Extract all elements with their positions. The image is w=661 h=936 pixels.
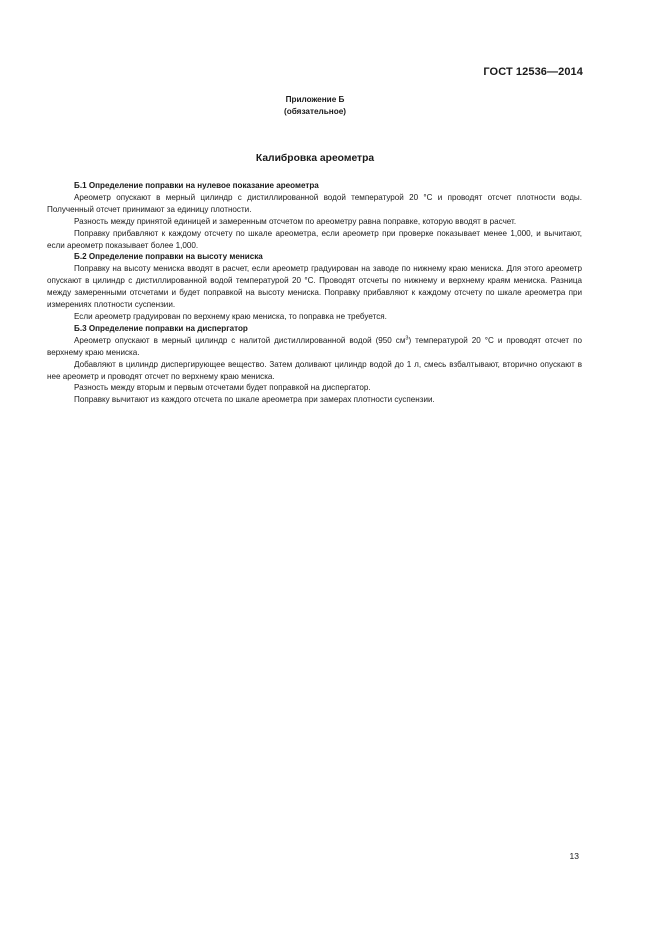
paragraph: Поправку на высоту мениска вводят в расчет, если ареометр градуирован на заводе по нижнему краю мениска. Для этого ареометр опускают в цилиндр с дистиллированной водой температурой 20 °С. Проводят отсчеты по нижнему и верхнему краям мениска. Разница между замеренными отсчетами и будет поправкой на высоту мениска. Поправку прибавляют к каждому отсчету по шкале ареометра при измерениях плотности суспензии. [47,264,582,310]
document-code: ГОСТ 12536—2014 [483,66,583,78]
paragraph: Разность между принятой единицей и замеренным отсчетом по ареометру равна поправке, которую вводят в расчет. [74,216,517,226]
paragraph: Поправку вычитают из каждого отсчета по шкале ареометра при замерах плотности суспензии. [74,395,435,405]
paragraph-text: ) температурой 20 °С и проводят отсчет по верхнему краю мениска. [47,335,582,357]
appendix-title: Приложение Б [285,95,345,104]
paragraph: Поправку прибавляют к каждому отсчету по шкале ареометра, если ареометр при проверке показывает менее 1,000, и вычитают, если ареометр показывает более 1,000. [47,228,582,250]
paragraph: Добавляют в цилиндр диспергирующее вещество. Затем доливают цилиндр водой до 1 л, смесь взбалтывают, вторично опускают в нее ареометр и проводят отсчет по верхнему краю мениска. [47,359,582,381]
superscript: 3 [405,335,409,342]
paragraph [47,335,582,359]
paragraph: Если ареометр градуирован по верхнему краю мениска, то поправка не требуется. [74,311,387,321]
paragraph: Ареометр опускают в мерный цилиндр с дистиллированной водой температурой 20 °С и проводят отсчет плотности воды. Полученный отсчет принимают за единицу плотности. [47,192,582,214]
section-heading-b2: Б.2 Определение поправки на высоту мениска [74,252,263,262]
paragraph: Разность между вторым и первым отсчетами будет поправкой на диспергатор. [74,383,371,393]
page-title: Калибровка ареометра [255,153,375,164]
section-heading-b1: Б.1 Определение поправки на нулевое показание ареометра [74,181,319,190]
section-heading-b3: Б.3 Определение поправки на диспергатор [74,323,248,333]
paragraph-text: Ареометр опускают в мерный цилиндр с налитой дистиллированной водой (950 см [74,335,406,345]
page-number: 13 [569,851,579,861]
appendix-status: (обязательное) [284,107,346,116]
document-body [47,180,582,406]
appendix-label [0,94,630,118]
